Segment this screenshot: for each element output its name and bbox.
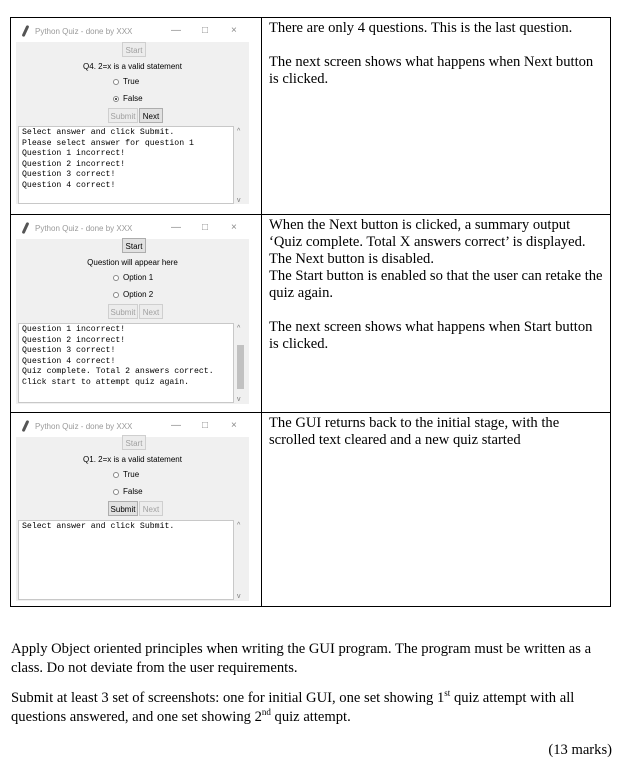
close-icon[interactable]: ×: [231, 25, 237, 36]
scrollbar[interactable]: [235, 323, 246, 403]
row-divider-1: [11, 214, 610, 215]
question-label: Q4. 2=x is a valid statement: [83, 62, 182, 71]
option-true-radio[interactable]: True: [113, 77, 139, 86]
row-divider-2: [11, 412, 610, 413]
radio-selected-icon: [113, 96, 119, 102]
radio-icon: [113, 79, 119, 85]
question-label: Question will appear here: [87, 258, 178, 267]
instruction-paragraph-1: Apply Object oriented principles when writing the GUI program. The program must be written as a class. Do not deviate from the user requirements.: [11, 641, 592, 676]
scroll-down-icon[interactable]: v: [237, 593, 241, 600]
maximize-icon[interactable]: □: [202, 222, 209, 233]
close-icon[interactable]: ×: [231, 420, 237, 431]
start-button[interactable]: Start: [122, 42, 146, 57]
marks-label: (13 marks): [548, 742, 612, 758]
scrollbar[interactable]: [235, 126, 246, 204]
option-1-radio[interactable]: Option 1: [113, 273, 153, 282]
output-text: Select answer and click Submit.: [18, 520, 234, 600]
feather-icon: [22, 420, 30, 432]
minimize-icon[interactable]: —: [171, 25, 181, 36]
scroll-up-icon[interactable]: ^: [237, 325, 241, 332]
row-1-description: There are only 4 questions. This is the last question. The next screen shows what happens when Next button is clicked.: [269, 20, 594, 87]
submit-button[interactable]: Submit: [108, 304, 138, 319]
title-bar: [16, 217, 249, 239]
instruction-paragraph-2: Submit at least 3 set of screenshots: one for initial GUI, one set showing 1st quiz attempt with all questions answered, and one set showing 2nd quiz attempt.: [11, 688, 575, 725]
screenshot-table: [10, 17, 611, 607]
start-button[interactable]: Start: [122, 435, 146, 450]
radio-icon: [113, 489, 119, 495]
scroll-up-icon[interactable]: ^: [237, 128, 241, 135]
option-true-radio[interactable]: True: [113, 470, 139, 479]
option-false-radio[interactable]: False: [113, 487, 143, 496]
window-title: Python Quiz - done by XXX: [35, 27, 133, 36]
option-2-radio[interactable]: Option 2: [113, 290, 153, 299]
column-divider: [261, 18, 262, 606]
next-button[interactable]: Next: [139, 501, 163, 516]
row-3-description: The GUI returns back to the initial stage, with the scrolled text cleared and a new quiz started: [269, 415, 560, 448]
title-bar: [16, 20, 249, 42]
feather-icon: [22, 222, 30, 234]
option-false-radio[interactable]: False: [113, 94, 143, 103]
window-title: Python Quiz - done by XXX: [35, 224, 133, 233]
title-bar: [16, 415, 249, 437]
submit-button[interactable]: Submit: [108, 108, 138, 123]
scrollbar-thumb[interactable]: [237, 345, 244, 389]
quiz-window-2: [16, 217, 249, 404]
radio-icon: [113, 275, 119, 281]
scrollbar[interactable]: [235, 520, 246, 600]
quiz-window-3: [16, 415, 249, 601]
maximize-icon[interactable]: □: [202, 420, 209, 431]
row-2-description: When the Next button is clicked, a summary output ‘Quiz complete. Total X answers correct’ is displayed. The Next button is disabled. The Start button is enabled so that the user can retake the quiz again. The next screen shows what happens when Start button is clicked.: [269, 217, 603, 352]
scroll-up-icon[interactable]: ^: [237, 522, 241, 529]
radio-icon: [113, 472, 119, 478]
minimize-icon[interactable]: —: [171, 222, 181, 233]
submit-button[interactable]: Submit: [108, 501, 138, 516]
radio-icon: [113, 292, 119, 298]
close-icon[interactable]: ×: [231, 222, 237, 233]
feather-icon: [22, 25, 30, 37]
next-button[interactable]: Next: [139, 304, 163, 319]
output-text: Question 1 incorrect! Question 2 incorrect! Question 3 correct! Question 4 correct! Quiz complete. Total 2 answers correct. Click start to attempt quiz again.: [18, 323, 234, 403]
start-button[interactable]: Start: [122, 238, 146, 253]
minimize-icon[interactable]: —: [171, 420, 181, 431]
scroll-down-icon[interactable]: v: [237, 197, 241, 204]
window-title: Python Quiz - done by XXX: [35, 422, 133, 431]
question-label: Q1. 2=x is a valid statement: [83, 455, 182, 464]
quiz-window-1: [16, 20, 249, 204]
maximize-icon[interactable]: □: [202, 25, 209, 36]
output-text: Select answer and click Submit. Please select answer for question 1 Question 1 incorrect! Question 2 incorrect! Question 3 correct! Question 4 correct!: [18, 126, 234, 204]
next-button[interactable]: Next: [139, 108, 163, 123]
scroll-down-icon[interactable]: v: [237, 396, 241, 403]
